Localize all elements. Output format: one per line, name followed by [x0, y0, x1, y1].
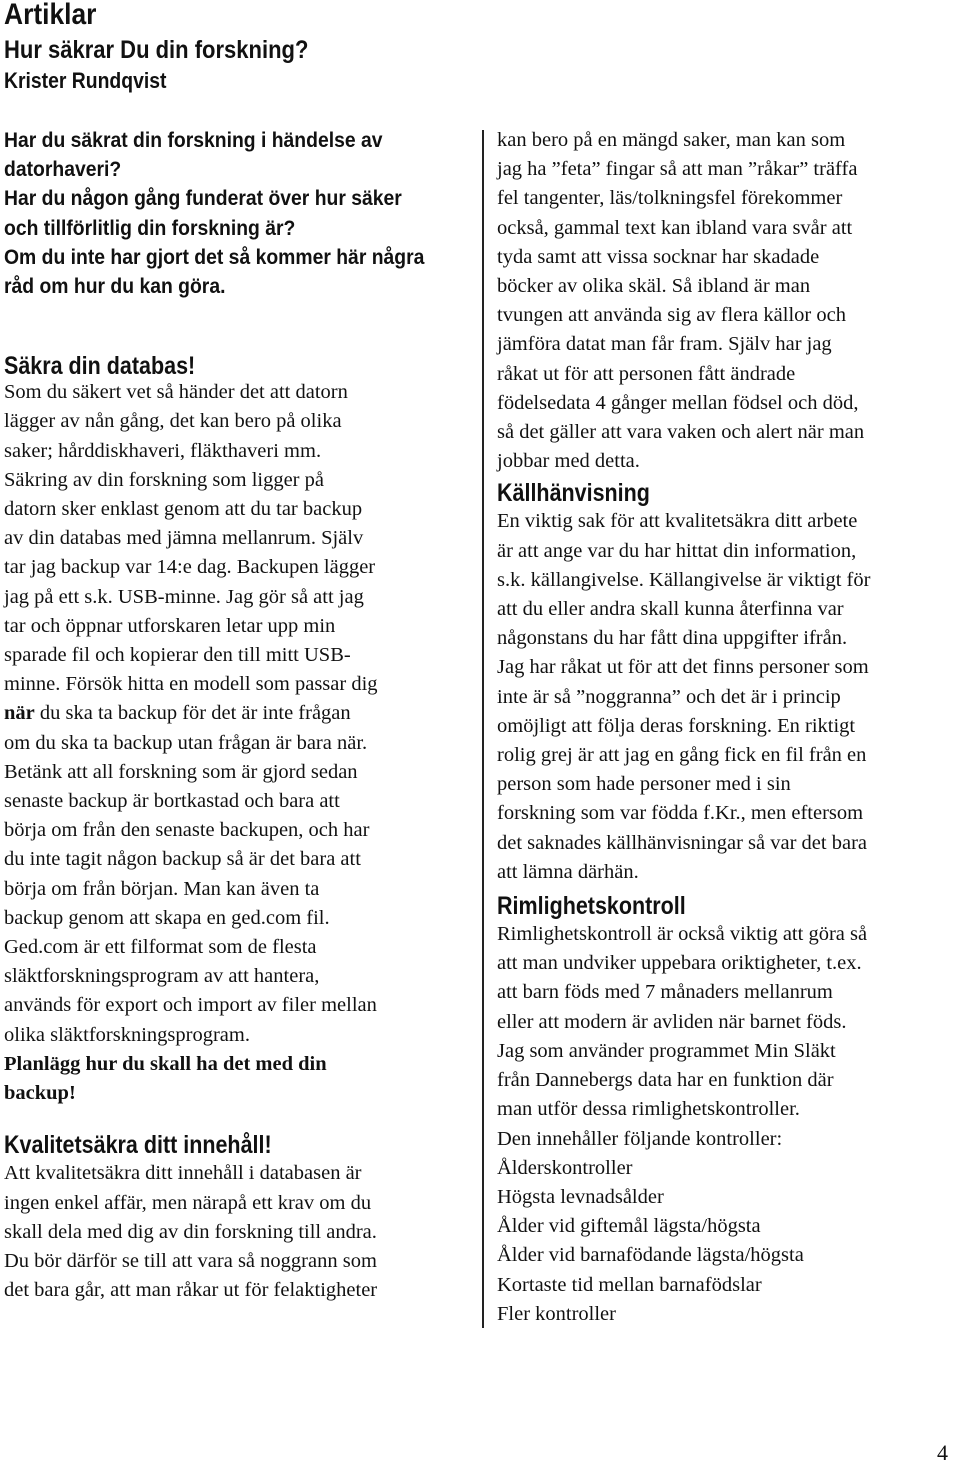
text-line: s.k. källangivelse. Källangivelse är viktigt för [497, 568, 871, 591]
text-line: om du ska ta backup utan frågan är bara när. [4, 731, 368, 754]
text-line: Jag som använder programmet Min Släkt [497, 1039, 836, 1062]
column-divider [482, 130, 484, 1328]
list-item: Högsta levnadsålder [497, 1185, 664, 1208]
text-line: jag ha ”feta” fingar så att man ”råkar” träffa [497, 158, 858, 181]
page-number: 4 [937, 1440, 948, 1465]
text-line: från Dannebergs data har en funktion där [497, 1069, 834, 1092]
text-line: Ged.com är ett filformat som de flesta [4, 936, 317, 959]
intro-line: och tillförlitlig din forskning är? [4, 215, 296, 240]
text-line: någonstans du har fått dina uppgifter ifrån. [497, 627, 848, 650]
text-line: forskning som var födda f.Kr., men eftersom [497, 802, 864, 825]
text-line: böcker av olika skäl. Så ibland är man [497, 275, 811, 298]
text-line: Du bör därför se till att vara så noggrann som [4, 1249, 377, 1272]
list-item: Fler kontroller [497, 1302, 616, 1325]
right-column [497, 126, 959, 1329]
text-line: omöjligt att följa deras forskning. En riktigt [497, 714, 856, 737]
text-line: Jag har råkat ut för att det finns personer som [497, 656, 869, 679]
text-line: att barn föds med 7 månaders mellanrum [497, 981, 833, 1004]
intro-questions [4, 126, 474, 301]
text-line: födelsedata 4 gånger mellan födsel och död, [497, 391, 859, 414]
emphasis-word: när [4, 702, 35, 725]
text-line: kan bero på en mängd saker, man kan som [497, 129, 846, 151]
text-line: är att ange var du har hittat din information, [497, 539, 857, 562]
text-line: Den innehåller följande kontroller: [497, 1127, 783, 1150]
text-line: det saknades källhänvisningar så var det bara [497, 831, 868, 854]
text-line: minne. Försök hitta en modell som passar dig [4, 673, 378, 696]
text-line: att man undviker uppebara oriktigheter, t.ex. [497, 952, 862, 975]
text-line: olika släktforskningsprogram. [4, 1023, 250, 1046]
section-body-kallhanvisning [497, 507, 959, 887]
text-line: En viktig sak för att kvalitetsäkra ditt arbete [497, 510, 858, 533]
text-line: att lämna därhän. [497, 860, 639, 883]
section-heading-databas: Säkra din databas! [4, 352, 196, 381]
text-line: ingen enkel affär, men närapå ett krav om du [4, 1191, 372, 1214]
text-line: Betänk att all forskning som är gjord sedan [4, 760, 358, 783]
text-line: fel tangenter, läs/tolkningsfel förekommer [497, 187, 843, 210]
continuation-text [497, 126, 959, 476]
article-title: Hur säkrar Du din forskning? [4, 36, 309, 64]
text-line: att du eller andra skall kunna återfinna var [497, 598, 844, 621]
text-line: sparade fil och kopierar den till mitt USB- [4, 644, 351, 667]
text-line: Säkring av din forskning som ligger på [4, 468, 324, 491]
section-heading-rimlighet: Rimlighetskontroll [497, 892, 686, 921]
intro-line: Har du säkrat din forskning i händelse av [4, 128, 383, 152]
intro-line: råd om hur du kan göra. [4, 274, 226, 299]
text-line: jobbar med detta. [497, 450, 640, 473]
text-line: saker; hårddiskhaveri, fläkthaveri mm. [4, 439, 322, 462]
emphasis-line: Planlägg hur du skall ha det med din [4, 1052, 327, 1075]
author-name: Krister Rundqvist [4, 68, 167, 93]
text-line: släktforskningsprogram av att hantera, [4, 965, 320, 988]
section-body-kvalitet [4, 1159, 474, 1305]
text-line: av din databas med jämna mellanrum. Själv [4, 527, 364, 550]
text-line: börja om från den senaste backupen, och har [4, 819, 370, 842]
text-line: rolig grej är att jag en gång fick en fil från en [497, 744, 867, 767]
intro-line: Om du inte har gjort det så kommer här några [4, 244, 425, 269]
text-line: jämföra datat man får fram. Själv har jag [497, 333, 832, 356]
text-line: senaste backup är bortkastad och bara att [4, 790, 340, 813]
text-line: tvungen att använda sig av flera källor och [497, 304, 846, 327]
section-body-databas [4, 378, 474, 1108]
text-line: Att kvalitetsäkra ditt innehåll i databasen är [4, 1162, 362, 1185]
section-heading-kvalitet: Kvalitetsäkra ditt innehåll! [4, 1131, 272, 1160]
section-heading-kallhanvisning: Källhänvisning [497, 479, 650, 508]
text-line: Som du säkert vet så händer det att datorn [4, 381, 348, 404]
text-line: skall dela med dig av din forskning till andra. [4, 1220, 377, 1243]
list-item: Ålderskontroller [497, 1156, 633, 1179]
left-column [4, 126, 474, 1305]
intro-line: datorhaveri? [4, 157, 122, 182]
list-item: Ålder vid barnafödande lägsta/högsta [497, 1244, 804, 1267]
text-line: också, gammal text kan ibland vara svår att [497, 216, 853, 239]
text-line: backup genom att skapa en ged.com fil. [4, 906, 330, 929]
text-line: tar jag backup var 14:e dag. Backupen lägger [4, 556, 376, 579]
intro-line: Har du någon gång funderat över hur säker [4, 186, 402, 211]
text-line: man utför dessa rimlighetskontroller. [497, 1098, 800, 1121]
text-line: Rimlighetskontroll är också viktig att göra så [497, 923, 868, 946]
text-line: det bara går, att man råkar ut för felaktigheter [4, 1279, 378, 1302]
text-fragment: du ska ta backup för det är inte frågan [34, 702, 351, 725]
section-label: Artiklar [4, 0, 97, 31]
text-line: lägger av nån gång, det kan bero på olika [4, 410, 342, 433]
text-line: jag på ett s.k. USB-minne. Jag gör så att jag [4, 585, 364, 608]
text-line: person som hade personer med i sin [497, 773, 791, 796]
text-line [4, 699, 474, 728]
list-item: Kortaste tid mellan barnafödslar [497, 1273, 762, 1296]
text-line: så det gäller att vara vaken och alert när man [497, 421, 865, 444]
text-line: datorn sker enklast genom att du tar backup [4, 498, 363, 521]
section-body-rimlighet [497, 920, 959, 1329]
text-line: eller att modern är avliden när barnet föds. [497, 1010, 847, 1033]
text-line: råkat ut för att personen fått ändrade [497, 362, 796, 385]
emphasis-line: backup! [4, 1082, 76, 1105]
text-line: du inte tagit någon backup så är det bara att [4, 848, 361, 871]
list-item: Ålder vid giftemål lägsta/högsta [497, 1215, 761, 1238]
text-line: tyda samt att vissa socknar har skadade [497, 245, 820, 268]
text-line: tar och öppnar utforskaren letar upp min [4, 614, 336, 637]
text-line: börja om från början. Man kan även ta [4, 877, 320, 900]
text-line: används för export och import av filer mellan [4, 994, 377, 1017]
text-line: inte är så ”noggranna” och det är i princip [497, 685, 841, 708]
